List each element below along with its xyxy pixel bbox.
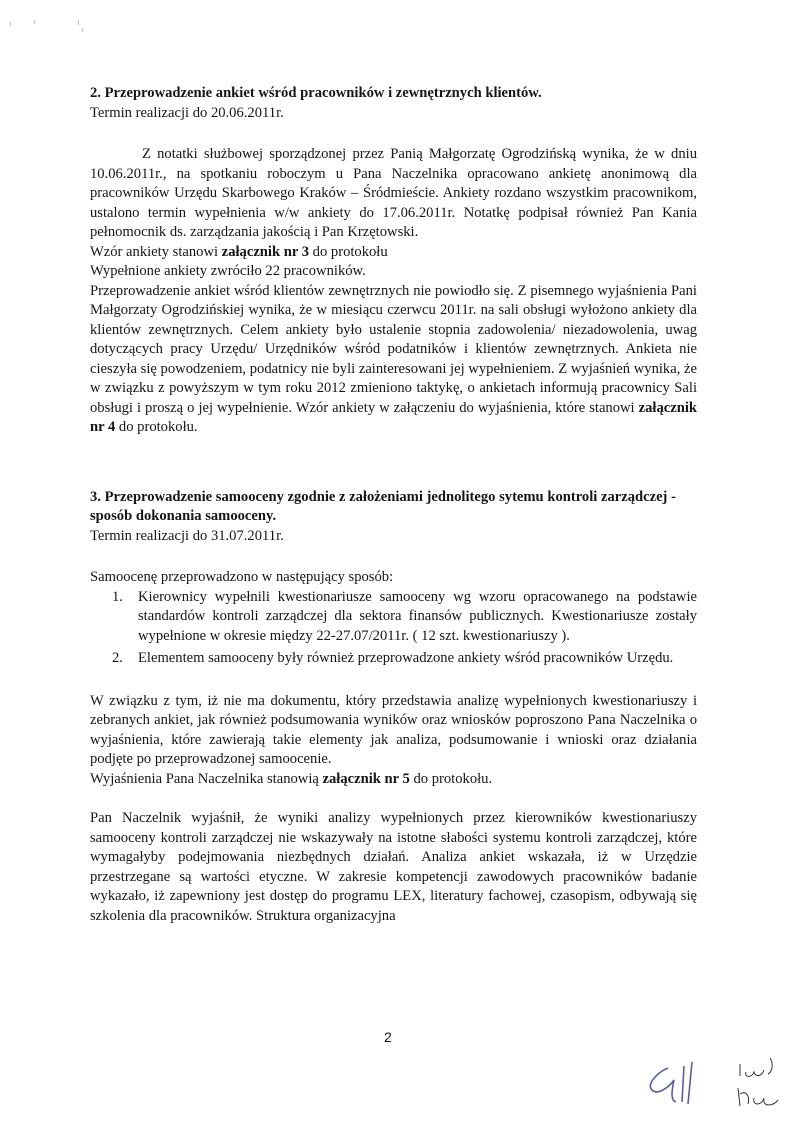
section-3-deadline: Termin realizacji do 31.07.2011r. xyxy=(90,527,284,544)
section-2-paragraph-3: Wypełnione ankiety zwróciło 22 pracowników. xyxy=(90,263,366,279)
document-body xyxy=(90,84,697,926)
list-item: 1. Kierownicy wypełnili kwestionariusze samooceny wg wzoru opracowanego na podstawie standardów kontroli zarządczej dla sektora finansów publicznych. Kwestionariusze zostały wypełnione w okresie między 22-27.07/2011r. ( 12 szt. kwestionariuszy ). xyxy=(112,588,697,644)
section-3-paragraph-1: W związku z tym, iż nie ma dokumentu, który przedstawia analizę wypełnionych kwestionariuszy i zebranych ankiet, jak również podsumowania wyników oraz wniosków poproszono Pana Naczelnika o wyjaśnienia, które zawierają takie elementy jak analiza, podsumowanie i wnioski oraz działania podjęte po przeprowadzonej samoocenie. xyxy=(90,692,697,767)
attachment-5-ref: załącznik nr 5 xyxy=(322,770,410,787)
attachment-3-ref: załącznik nr 3 xyxy=(221,243,310,260)
page-number: 2 xyxy=(384,1029,392,1045)
section-3-paragraph-3: Pan Naczelnik wyjaśnił, że wyniki analizy wypełnionych przez kierowników kwestionariuszy samooceny kontroli zarządczej nie wskazywały na istotne słabości systemu kontroli zarządczej, które wymagałyby podejmowania niezbędnych działań. Analiza ankiet wskazała, iż w Urzędzie przestrzegane są wartości etyczne. W zakresie kompetencji zawodowych pracowników badanie wykazało, iż zapewniony jest dostęp do programu LEX, literatury fachowej, czasopism, odbywają się szkolenia dla pracowników. Struktura organizacyjna xyxy=(90,810,697,924)
list-item: 2. Elementem samooceny były również przeprowadzone ankiety wśród pracowników Urzędu. xyxy=(112,650,674,666)
section-2-deadline: Termin realizacji do 20.06.2011r. xyxy=(90,104,284,121)
attachment-4-ref: załącznik nr 4 xyxy=(90,399,697,435)
handwritten-initials xyxy=(640,1050,790,1127)
section-2-paragraph-1: Z notatki służbowej sporządzonej przez Panią Małgorzatę Ogrodzińską wynika, że w dniu 10.06.2011r., na spotkaniu roboczym u Pana Naczelnika opracowano ankietę anonimową dla pracowników Urzędu Skarbowego Kraków – Śródmieście. Ankiety rozdano wszystkim pracownikom, ustalono termin wypełnienia w/w ankiety do 17.06.2011r. Notatkę podpisał również Pan Kania pełnomocnik ds. zarządzania jakością i Pan Krzętowski. xyxy=(90,146,697,240)
section-2-title: 2. Przeprowadzenie ankiet wśród pracowników i zewnętrznych klientów. xyxy=(90,85,542,101)
section-3-intro: Samoocenę przeprowadzono w następujący sposób: xyxy=(90,569,394,585)
section-2-attachment-3-line: Wzór ankiety stanowi załącznik nr 3 do protokołu xyxy=(90,243,388,260)
scan-marks xyxy=(8,16,88,44)
section-2-paragraph-4: Przeprowadzenie ankiet wśród klientów zewnętrznych nie powiodło się. Z pisemnego wyjaśnienia Pani Małgorzaty Ogrodzińskiej wynika, że w miesiącu czerwcu 2011r. na sali obsługi wyłożono ankiety dla klientów zewnętrznych. Celem ankiety było ustalenie stopnia zadowolenia/ niezadowolenia, uwag dotyczących pracy Urzędu/ Urzędników wśród podatników i klientów zewnętrznych. Ankieta nie cieszyła się powodzeniem, podatnicy nie byli zainteresowani jej wypełnieniem. Z wyjaśnień wynika, że w związku z powyższym w tym roku 2012 zmieniono taktykę, o ankietach informują pracownicy Sali obsługi i proszą o jej wypełnienie. Wzór ankiety w załączeniu do wyjaśnienia, które stanowi załącznik nr 4 do protokołu. xyxy=(90,282,697,435)
self-assessment-list xyxy=(90,588,697,669)
section-3-title: 3. Przeprowadzenie samooceny zgodnie z założeniami jednolitego sytemu kontroli zarządczej - sposób dokonania samooceny. xyxy=(90,488,676,524)
section-3-attachment-5-line: Wyjaśnienia Pana Naczelnika stanowią załącznik nr 5 do protokołu. xyxy=(90,770,493,787)
